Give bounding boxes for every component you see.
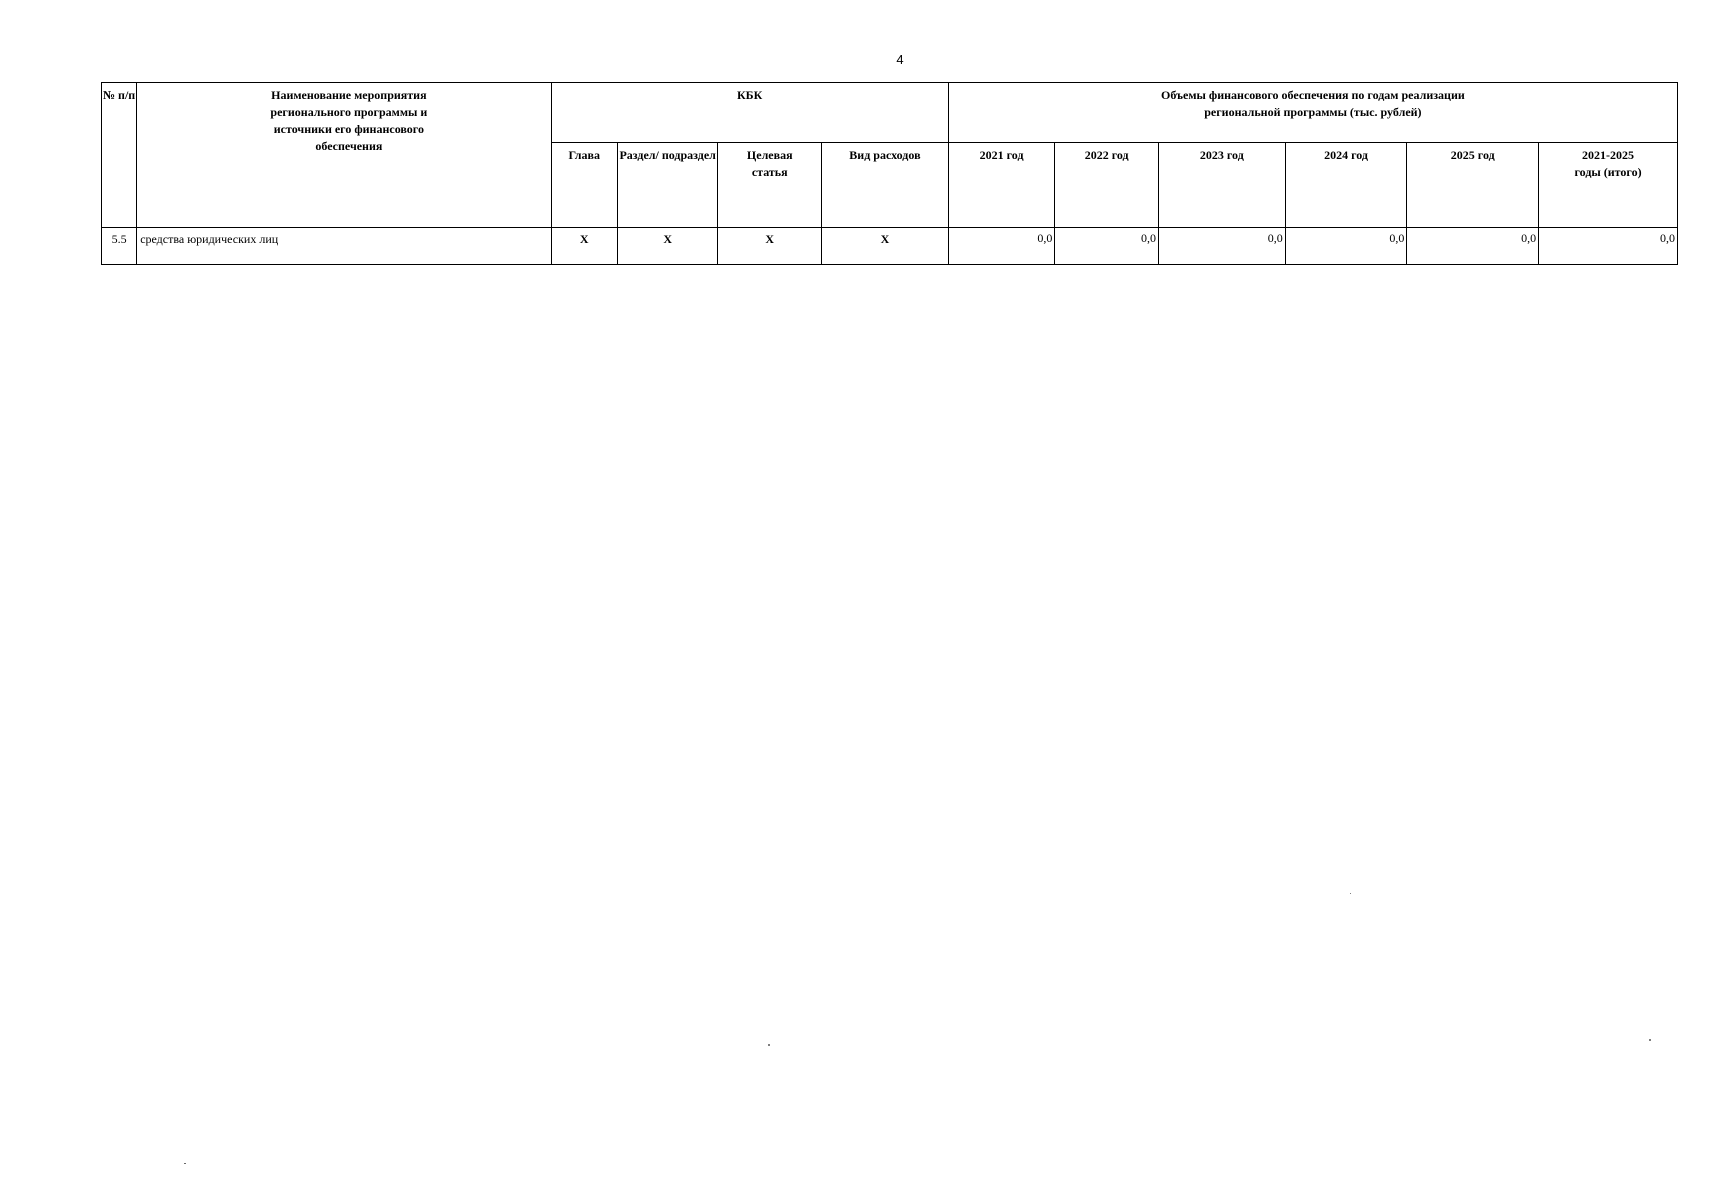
header-row-top (102, 83, 1678, 143)
page-number: 4 (896, 52, 904, 67)
header-kbk-chapter: Глава (551, 143, 617, 228)
header-kbk: КБК (551, 83, 948, 143)
header-year-2025: 2025 год (1407, 143, 1539, 228)
row-num: 5.5 (102, 228, 137, 265)
row-value-2023: 0,0 (1158, 228, 1285, 265)
row-value-2024: 0,0 (1285, 228, 1407, 265)
header-year-2021: 2021 год (948, 143, 1055, 228)
table-row (102, 228, 1678, 265)
row-kbk-target: X (718, 228, 822, 265)
row-value-2022: 0,0 (1055, 228, 1159, 265)
header-volumes: Объемы финансового обеспечения по годам реализации региональной программы (тыс. рублей) (948, 83, 1677, 143)
header-year-2022: 2022 год (1055, 143, 1159, 228)
header-year-total: 2021-2025 годы (итого) (1539, 143, 1678, 228)
row-value-total: 0,0 (1539, 228, 1678, 265)
row-value-2025: 0,0 (1407, 228, 1539, 265)
header-kbk-section: Раздел/ подраздел (617, 143, 718, 228)
header-num: № п/п (102, 83, 137, 228)
header-name: Наименование мероприятия регионального программы и источники его финансового обеспечения (137, 83, 551, 228)
row-kbk-expense-type: X (822, 228, 949, 265)
row-value-2021: 0,0 (948, 228, 1055, 265)
header-year-2023: 2023 год (1158, 143, 1285, 228)
header-kbk-target: Целевая статья (718, 143, 822, 228)
financing-table (101, 82, 1678, 265)
row-kbk-chapter: X (551, 228, 617, 265)
row-name: средства юридических лиц (137, 228, 551, 265)
header-year-2024: 2024 год (1285, 143, 1407, 228)
header-kbk-expense-type: Вид расходов (822, 143, 949, 228)
row-kbk-section: X (617, 228, 718, 265)
